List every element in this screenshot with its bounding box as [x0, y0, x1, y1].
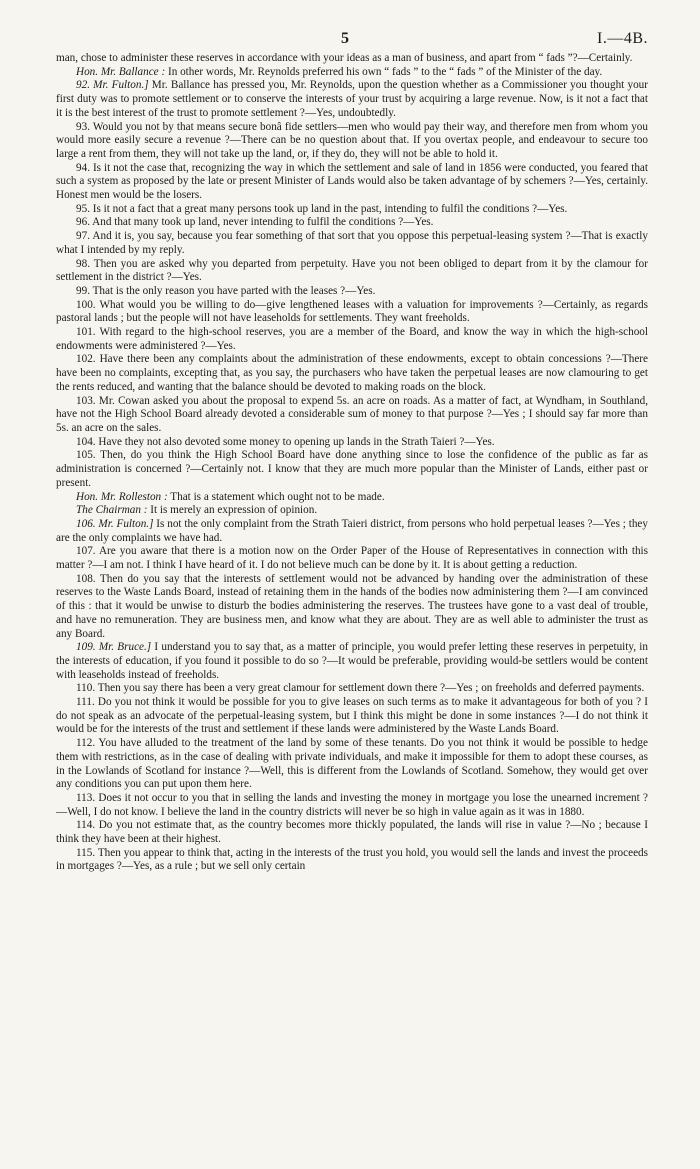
paragraph-text: 95. Is it not a fact that a great many persons took up land in the past, intending to fulfil the conditions ?—Yes. [76, 202, 568, 215]
document-body [56, 52, 648, 874]
paragraph-text: man, chose to administer these reserves in accordance with your ideas as a man of business, and apart from “ fads ”?—Certainly. [56, 52, 633, 64]
paragraph-text: 103. Mr. Cowan asked you about the proposal to expend 5s. an acre on roads. As a matter of fact, at Wyndham, in Southland, have not the High School Board already devoted a considerable sum of money to that purpose ?—Yes ; I should say far more than 5s. an acre on the sales. [56, 394, 648, 434]
testimony-paragraph [56, 121, 648, 162]
speaker-label: 109. Mr. Bruce.] [76, 641, 152, 654]
paragraph-text: 100. What would you be willing to do—give lengthened leases with a valuation for improvements ?—Certainly, as regards pastoral lands ; but the people will not have leaseholds for settlements. They want freeholds. [56, 298, 648, 325]
paragraph-text: Mr. Ballance has pressed you, Mr. Reynolds, upon the question whether as a Commissioner you thought your first duty was to promote settlement or to conserve the interests of your trust by acquiring a large revenue. Now, is it not a fact that it is the best interest of the trust to promote settlement ?—Yes, undoubtedly. [56, 79, 648, 119]
paragraph-text: 99. That is the only reason you have parted with the leases ?—Yes. [76, 284, 376, 297]
testimony-paragraph [56, 682, 648, 696]
testimony-paragraph [56, 573, 648, 642]
paragraph-text: 97. And it is, you say, because you fear something of that sort that you oppose this perpetual-leasing system ?—That is exactly what I intended by my reply. [56, 230, 648, 256]
testimony-paragraph [56, 326, 648, 353]
testimony-paragraph [56, 696, 648, 737]
paragraph-text: 98. Then you are asked why you departed from perpetuity. Have you not been obliged to depart from it by the clamour for settlement in the district ?—Yes. [56, 257, 648, 284]
paragraph-text: 107. Are you aware that there is a motion now on the Order Paper of the House of Representatives in connection with this matter ?—I am not. I think I have heard of it. I do not believe much can be done by it. It is about getting a reduction. [56, 545, 648, 572]
testimony-paragraph [56, 819, 648, 846]
paragraph-text: 96. And that many took up land, never intending to fulfil the conditions ?—Yes. [76, 216, 434, 229]
testimony-paragraph [56, 395, 648, 436]
speaker-label: The Chairman : [76, 504, 148, 517]
testimony-paragraph [56, 230, 648, 257]
paragraph-text: In other words, Mr. Reynolds preferred his own “ fads ” to the “ fads ” of the Minister of the day. [165, 65, 603, 78]
speaker-label: Hon. Mr. Rolleston : [76, 490, 168, 503]
paragraph-text: 104. Have they not also devoted some money to opening up lands in the Strath Taieri ?—Yes. [76, 435, 495, 448]
paragraph-text: I understand you to say that, as a matter of principle, you would prefer letting these reserves in perpetuity, in the interests of education, if you found it possible to do so ?—It would be preferable, providing would-be settlers would be content with leaseholds instead of freeholds. [56, 641, 648, 681]
paragraph-text: 114. Do you not estimate that, as the country becomes more thickly populated, the lands will rise in value ?—No ; because I think they have been at their highest. [56, 819, 648, 846]
paragraph-text: 108. Then do you say that the interests of settlement would not be advanced by handing over the administration of these reserves to the Waste Lands Board, instead of retaining them in the hands of the bodies now administering them ?—I am convinced of this : that it would be unwise to disturb the bodies administering the reserves. The trustees have gone to a vast deal of trouble, and have no remuneration. They are business men, and know what they are about. They are as well able to administer the trust as any Board. [56, 572, 648, 640]
testimony-paragraph [56, 641, 648, 682]
paragraph-text: 113. Does it not occur to you that in selling the lands and investing the money in mortgage you lose the unearned increment ?—Well, I do not know. I believe the land in the country districts will never be so high in value again as it was in 1880. [56, 791, 648, 818]
testimony-paragraph [56, 792, 648, 819]
paragraph-text: 105. Then, do you think the High School Board have done anything since to lose the confidence of the public as far as administration is concerned ?—Certainly not. I know that they are much more popular than the Minister of Lands, either past or present. [56, 449, 648, 489]
testimony-paragraph [56, 491, 648, 505]
testimony-paragraph [56, 847, 648, 874]
document-reference: I.—4B. [597, 30, 648, 47]
testimony-paragraph [56, 52, 648, 66]
testimony-paragraph [56, 449, 648, 490]
page-number: 5 [341, 30, 349, 47]
testimony-paragraph [56, 353, 648, 394]
testimony-paragraph [56, 162, 648, 203]
speaker-label: 92. Mr. Fulton.] [76, 79, 149, 92]
testimony-paragraph [56, 285, 648, 299]
paragraph-text: 110. Then you say there has been a very great clamour for settlement down there ?—Yes ; on freeholds and deferred payments. [76, 682, 645, 695]
testimony-paragraph [56, 66, 648, 80]
testimony-paragraph [56, 299, 648, 326]
page-header [56, 0, 648, 52]
testimony-paragraph [56, 436, 648, 450]
paragraph-text: 102. Have there been any complaints about the administration of these endowments, except to obtain concessions ?—There have been no complaints, excepting that, as you say, the purchasers who have taken the perpetual leases are now clamouring to get the rents reduced, and wanting that the balance should be devoted to making roads on the block. [56, 353, 648, 393]
paragraph-text: 111. Do you not think it would be possible for you to give leases on such terms as to make it advantageous for both of you ? I do not speak as an advocate of the perpetual-leasing system, but I think this might be done in some instances ?—I do not think it would be for the interests of the trust and settlement if these lands were administered by the Waste Lands Board. [56, 696, 648, 736]
testimony-paragraph [56, 518, 648, 545]
paragraph-text: That is a statement which ought not to be made. [167, 490, 385, 503]
testimony-paragraph [56, 737, 648, 792]
paragraph-text: 115. Then you appear to think that, acting in the interests of the trust you hold, you would sell the lands and invest the proceeds in mortgages ?—Yes, as a rule ; but we sell only certain [56, 846, 648, 873]
testimony-paragraph [56, 216, 648, 230]
testimony-paragraph [56, 79, 648, 120]
testimony-paragraph [56, 203, 648, 217]
testimony-paragraph [56, 258, 648, 285]
testimony-paragraph [56, 504, 648, 518]
testimony-paragraph [56, 545, 648, 572]
paragraph-text: 94. Is it not the case that, recognizing the way in which the settlement and sale of land in 1856 were conducted, you feared that such a system as proposed by the late or present Minister of Lands would also be taken advantage of by schemers ?—Yes, certainly. Honest men would be the losers. [56, 161, 648, 202]
paragraph-text: 101. With regard to the high-school reserves, you are a member of the Board, and know the way in which the high-school endowments were administered ?—Yes. [56, 326, 648, 352]
paragraph-text: It is merely an expression of opinion. [147, 504, 318, 517]
speaker-label: 106. Mr. Fulton.] [76, 517, 154, 530]
paragraph-text: Is not the only complaint from the Strath Taieri district, from persons who hold perpetual leases ?—Yes ; they are the only complaints we have had. [56, 517, 648, 544]
speaker-label: Hon. Mr. Ballance : [76, 65, 166, 78]
paragraph-text: 93. Would you not by that means secure bonâ fide settlers—men who would pay their way, and therefore men from whom you would more easily secure a revenue ?—There can be no question about that. If you overtax people, and endeavour to secure too large a rent from them, they will not take up the land, or, if they do, they will not be able to hold it. [56, 120, 648, 160]
paragraph-text: 112. You have alluded to the treatment of the land by some of these tenants. Do you not think it would be possible to hedge them with restrictions, as in the case of dealing with private individuals, and make it impossible for them to adopt these courses, as in the Lowlands of Scotland for instance ?—Well, this is different from the Lowlands of Scotland. Somehow, they would get over any conditions you can put upon them here. [56, 737, 648, 791]
